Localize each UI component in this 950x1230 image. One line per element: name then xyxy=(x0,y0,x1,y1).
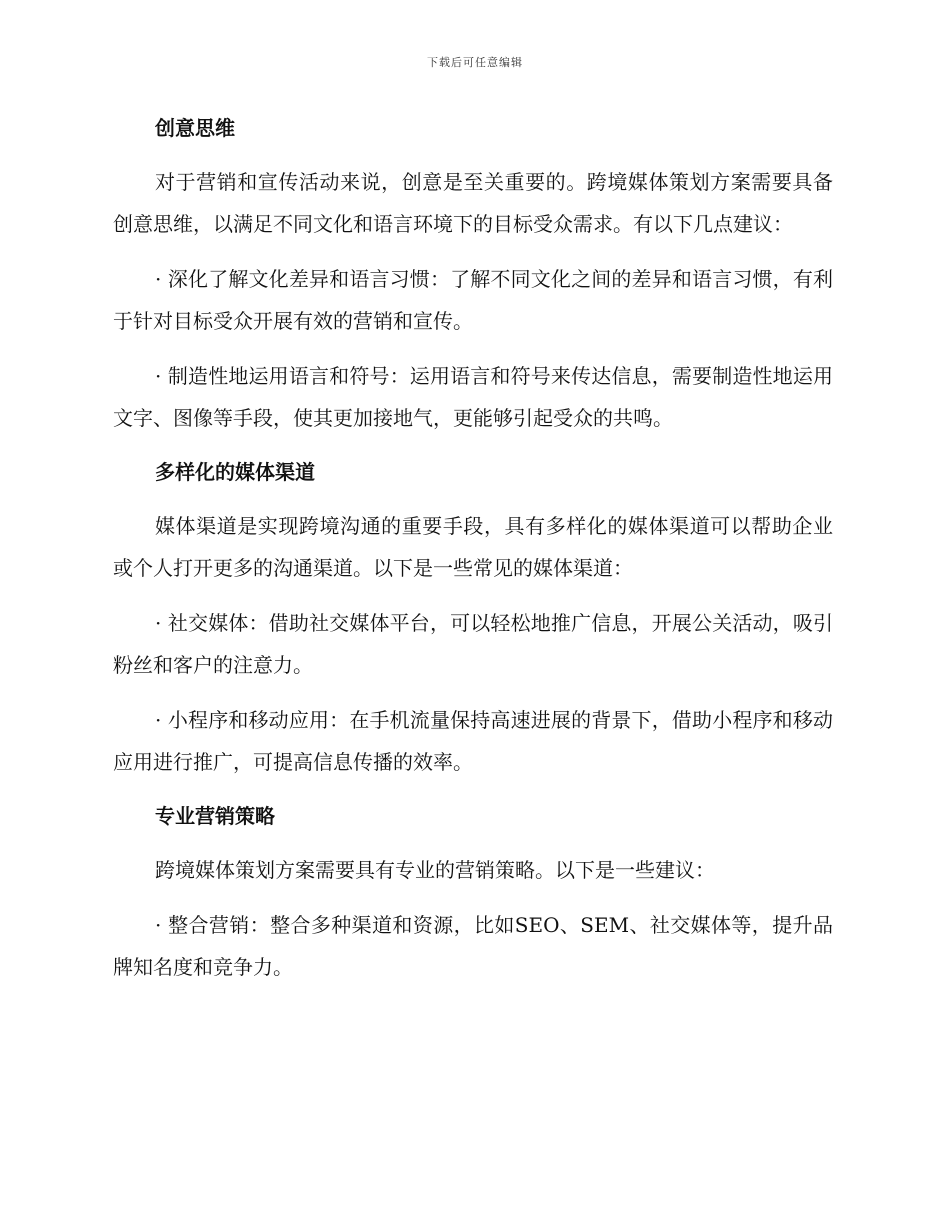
bullet-paragraph: · 整合营销：整合多种渠道和资源，比如SEO、SEM、社交媒体等，提升品牌知名度和竞争力。 xyxy=(113,913,833,979)
section-media-channels xyxy=(113,452,833,783)
section-heading: 多样化的媒体渠道 xyxy=(155,460,315,484)
page-header-note: 下载后可任意编辑 xyxy=(427,56,523,69)
paragraph: 媒体渠道是实现跨境沟通的重要手段，具有多样化的媒体渠道可以帮助企业或个人打开更多的沟通渠道。以下是一些常见的媒体渠道： xyxy=(113,514,833,580)
bullet-paragraph: · 小程序和移动应用：在手机流量保持高速进展的背景下，借助小程序和移动应用进行推广，可提高信息传播的效率。 xyxy=(113,708,833,774)
paragraph: 对于营销和宣传活动来说，创意是至关重要的。跨境媒体策划方案需要具备创意思维，以满足不同文化和语言环境下的目标受众需求。有以下几点建议： xyxy=(113,170,833,236)
section-heading: 专业营销策略 xyxy=(155,804,275,828)
document-body xyxy=(113,108,833,988)
section-creative-thinking xyxy=(113,108,833,439)
bullet-paragraph: · 深化了解文化差异和语言习惯：了解不同文化之间的差异和语言习惯，有利于针对目标受众开展有效的营销和宣传。 xyxy=(113,267,833,333)
bullet-paragraph: · 制造性地运用语言和符号：运用语言和符号来传达信息，需要制造性地运用文字、图像等手段，使其更加接地气，更能够引起受众的共鸣。 xyxy=(113,364,833,430)
paragraph: 跨境媒体策划方案需要具有专业的营销策略。以下是一些建议： xyxy=(155,858,715,882)
bullet-paragraph: · 社交媒体：借助社交媒体平台，可以轻松地推广信息，开展公关活动，吸引粉丝和客户的注意力。 xyxy=(113,611,833,677)
section-heading: 创意思维 xyxy=(155,116,235,140)
section-marketing-strategy xyxy=(113,796,833,988)
